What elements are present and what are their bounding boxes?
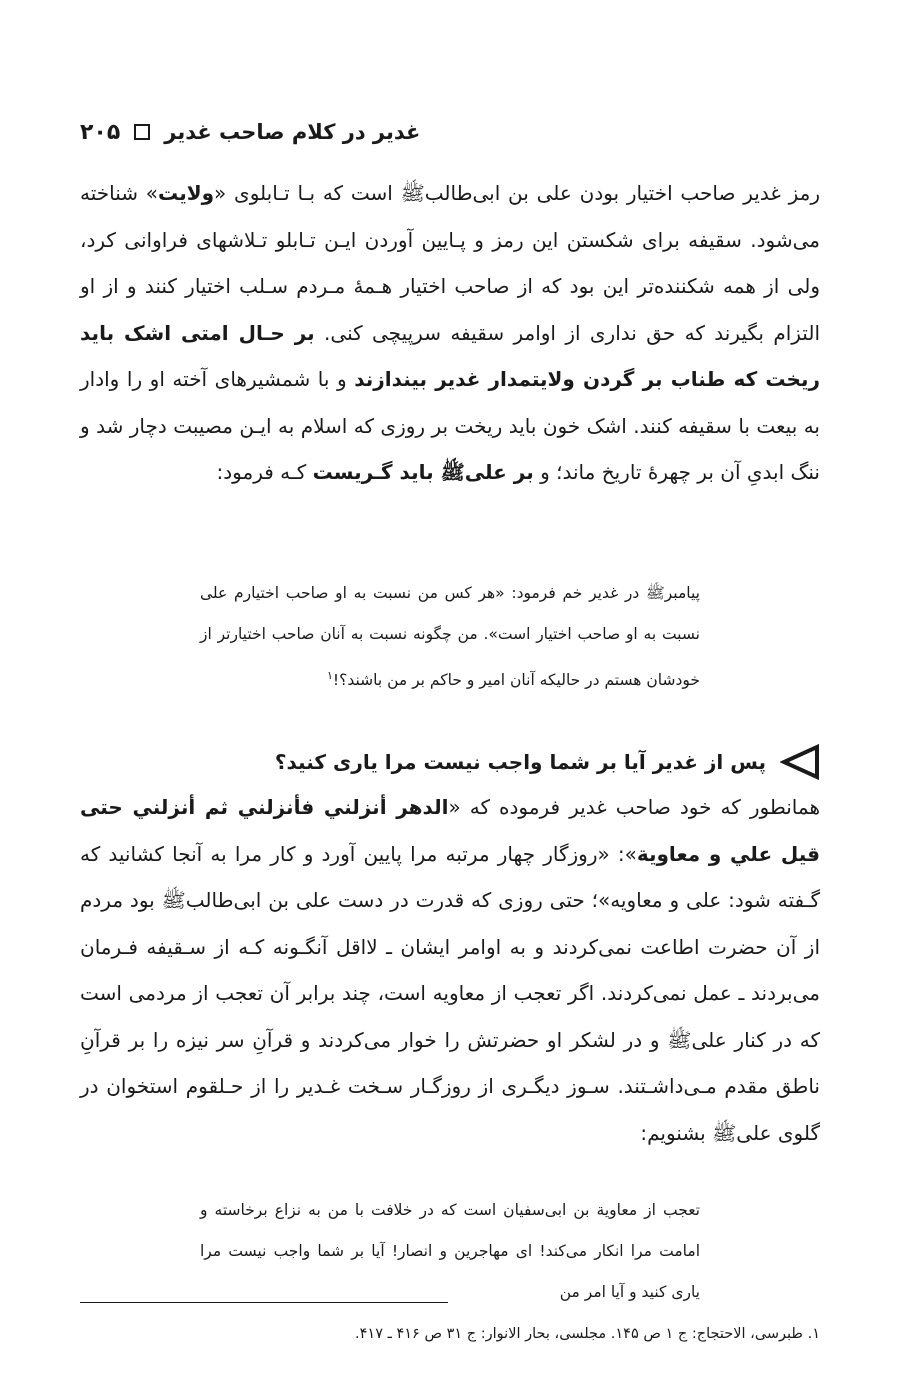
square-separator-icon bbox=[134, 124, 150, 140]
text-span: رمز غدیر صاحب اختیار بودن علی بن ابی‌طالب bbox=[424, 181, 821, 205]
text-span: در غدیر خم فرمود: «هر کس من نسبت به او صاحب اختیارم علی نسبت به او صاحب اختیار است». من چگونه نسبت به آنان صاحب اختیارتر از خودشان هستم در حالیکه آنان امیر و حاکم بر من باشند؟! bbox=[200, 584, 700, 690]
bold-term: ولایت bbox=[158, 181, 215, 205]
block-quote-2: تعجب از معاویة بن ابی‌سفیان است که در خلافت با من به نزاع برخاسته و امامت مرا انکار می‌کند! ای مهاجرین و انصار! آیا بر شما واجب نیست مرا یاری کنید و آیا امر من bbox=[200, 1201, 700, 1301]
salutation-glyph: ﷺ bbox=[161, 888, 186, 912]
text-span: کـه فرمود: bbox=[216, 460, 313, 484]
text-span: بشنویم: bbox=[640, 1120, 713, 1145]
paragraph-1 bbox=[80, 170, 820, 496]
section-heading bbox=[80, 740, 820, 784]
block-quote-1 bbox=[200, 573, 700, 701]
bold-phrase: باید گـریست bbox=[312, 460, 441, 484]
bold-phrase: بر علی bbox=[464, 460, 534, 484]
text-span: بود مردم از آن حضرت اطاعت نمی‌کردند و به اوامر ایشان ـ لااقل آنگـونه کـه از سـقیفه فـرمان می‌بردند ـ عمل نمی‌کردند. اگر تعجب از معاویه است، چند برابر آن تعجب از مردمی است که در کنار علی bbox=[80, 888, 820, 1052]
header-title: غدیر در کلام صاحب غدیر bbox=[164, 120, 421, 144]
bold-phrase: بر حـال امتی اشک باید ریخت که طناب بر گردن ولایتمدار غدیر بیندازند bbox=[80, 320, 820, 391]
text-span: و در لشکر او حضرتش را خوار می‌کردند و قرآنِ سر نیزه را بر قرآنِ ناطق مقدم مـی‌داشـتند. سـوز دیگـری از روزگـار سـخت غـدیر را از حـلقوم استخوان در گلوی علی bbox=[80, 1027, 820, 1145]
text-span: »: «روزگار چهار مرتبه مرا پایین آورد و کار مرا به آنجا کشانید که گـفته شود: علی و معاویه»؛ حتی روزی که قدرت در دست علی بن ابی‌طالب bbox=[80, 841, 821, 912]
salutation-glyph: ﷺ bbox=[712, 1120, 737, 1145]
footnote-divider bbox=[80, 1302, 448, 1303]
book-page bbox=[80, 0, 820, 1393]
footnote-marker: ۱ bbox=[326, 669, 333, 682]
paragraph-2 bbox=[80, 784, 820, 1156]
text-span: و با شمشیرهای آخته او را وادار به بیعت با سقیفه کنند. اشک خون باید ریخت بر روزی که اسلام به ایـن مصیبت دچار شد و ننگ ابدیِ آن بر چهرۀ تاریخ ماند؛ و bbox=[80, 367, 820, 484]
triangle-bullet-icon bbox=[780, 744, 820, 780]
arabic-quote: الدهر أنزلني فأنزلني ثم أنزلني حتی قیل علي و معاویة bbox=[80, 795, 820, 866]
salutation-glyph: ﷺ bbox=[667, 1027, 692, 1052]
salutation-glyph: ﷺ bbox=[440, 460, 465, 484]
footnote: ۱. طبرسی، الاحتجاج: ج ۱ ص ۱۴۵. مجلسی، بحار الانوار: ج ۳۱ ص ۴۱۶ ـ ۴۱۷. bbox=[355, 1326, 820, 1342]
salutation-glyph: ﷺ bbox=[400, 181, 425, 205]
text-span: است که بـا تـابلوی « bbox=[214, 181, 401, 205]
running-header bbox=[80, 112, 820, 152]
text-span: » شناخته می‌شود. سقیفه برای شکستن این رمز و پـایین آوردن ایـن تـابلو تـلاشهای فراوانی کرد، ولی از همه شکننده‌تر این بود که از صاحب اختیار هـمۀ مـردم سـلب اختیار کنند و از او التزام بگیرند که حق نداری از اوامر سقیفه سرپیچی کنی. bbox=[80, 181, 820, 345]
salutation-glyph: ﷺ bbox=[646, 584, 665, 602]
page-number: ۲۰۵ bbox=[80, 119, 121, 145]
text-span: پیامبر bbox=[664, 584, 700, 602]
text-span: همانطور که خود صاحب غدیر فرموده که « bbox=[448, 795, 820, 819]
section-title: پس از غدیر آیا بر شما واجب نیست مرا یاری کنید؟ bbox=[274, 750, 766, 774]
